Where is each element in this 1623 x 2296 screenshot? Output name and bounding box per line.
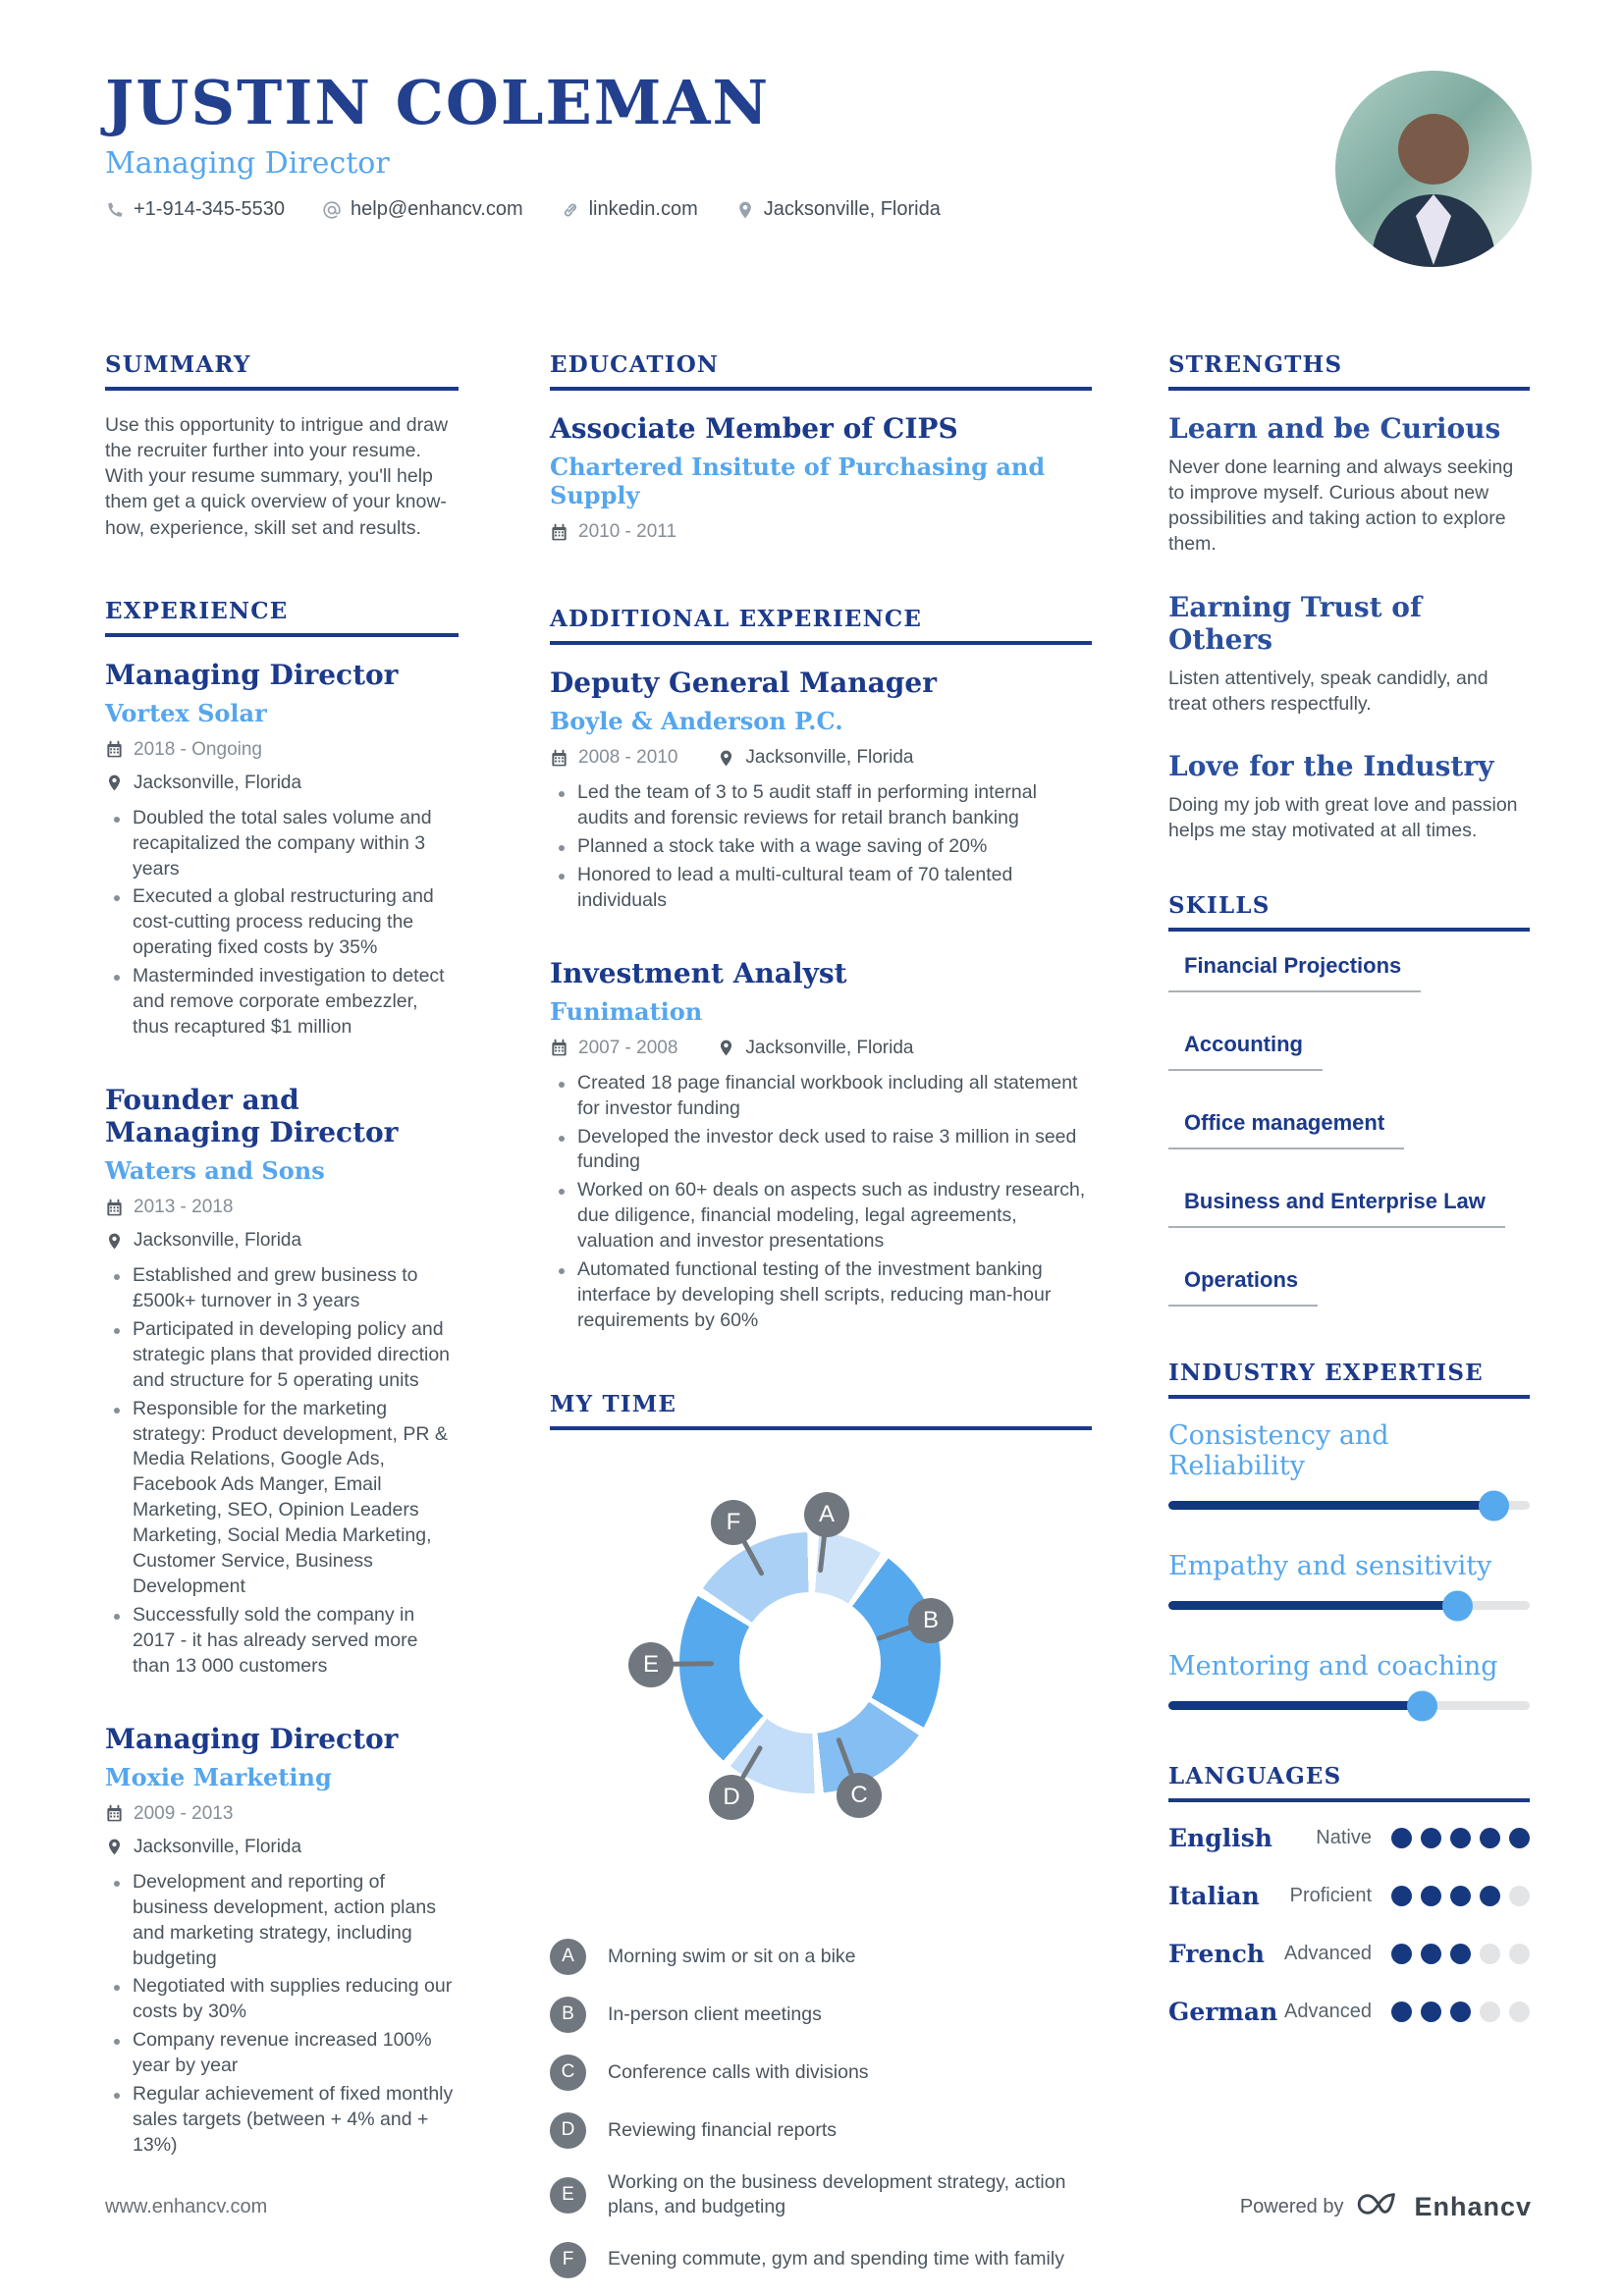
- legend-item: [550, 2055, 1092, 2091]
- expertise-slider[interactable]: [1168, 1501, 1530, 1510]
- degree-title: Associate Member of CIPS: [550, 412, 958, 445]
- dot-filled: [1391, 1944, 1412, 1964]
- legend-text: Working on the business development strategy, action plans, and budgeting: [608, 2170, 1066, 2218]
- job-date: 2018 - Ongoing: [134, 738, 262, 760]
- strength-item: [1168, 750, 1530, 843]
- contact-location-text: Jacksonville, Florida: [763, 198, 941, 221]
- job-location: Jacksonville, Florida: [134, 1230, 302, 1252]
- pin-icon: [105, 1838, 124, 1856]
- contact-email[interactable]: [322, 198, 523, 221]
- job-bullet: Participated in developing policy and strategic plans that provided direction and structure for 5 operating units: [105, 1317, 459, 1394]
- language-name: French: [1168, 1940, 1265, 1968]
- powered-by[interactable]: [1240, 2191, 1532, 2222]
- job-date: 2007 - 2008: [578, 1037, 678, 1058]
- legend-text: In-person client meetings: [608, 2002, 822, 2025]
- job-date-row: [105, 1803, 459, 1825]
- experience-entry: [550, 957, 1092, 1334]
- expertise-item: [1168, 1551, 1530, 1610]
- job-date: 2008 - 2010: [578, 747, 678, 769]
- contact-linkedin[interactable]: [561, 198, 698, 221]
- dot-empty: [1480, 2002, 1500, 2022]
- job-bullets: [105, 806, 459, 1041]
- job-company: Funimation: [550, 996, 703, 1026]
- dot-filled: [1421, 2002, 1441, 2022]
- experience-entry: [550, 667, 1092, 914]
- job-date: 2009 - 2013: [134, 1802, 234, 1824]
- chart-segment-label: F: [711, 1500, 756, 1545]
- strengths-heading: STRENGTHS: [1168, 351, 1530, 391]
- dot-filled: [1421, 1886, 1441, 1906]
- summary-text: Use this opportunity to intrigue and draw the recruiter further into your resume. With your resume summary, you'll help them get a quick overview of your know-how, experience, skill set and results.: [105, 414, 449, 539]
- languages-heading: LANGUAGES: [1168, 1763, 1530, 1802]
- powered-by-label: Powered by: [1239, 2195, 1344, 2217]
- strength-title: Earning Trust of Others: [1168, 590, 1422, 656]
- contact-email-text: help@enhancv.com: [351, 198, 523, 221]
- job-meta-row: [550, 747, 1092, 769]
- job-bullets: [550, 780, 1092, 914]
- skills-section: [1168, 892, 1530, 1307]
- experience-section: [105, 598, 459, 2159]
- education-date-row: [550, 521, 1092, 543]
- header-identity: [105, 67, 941, 267]
- job-location-row: [717, 1038, 913, 1059]
- slider-fill: [1168, 1701, 1422, 1710]
- dot-empty: [1509, 1886, 1530, 1906]
- contact-location: [735, 198, 941, 221]
- my-time-heading: MY TIME: [550, 1391, 1092, 1430]
- summary-heading: SUMMARY: [105, 351, 459, 391]
- chart-segment-label: C: [837, 1773, 882, 1818]
- legend-badge: B: [550, 1997, 586, 2033]
- job-bullet: Doubled the total sales volume and recapitalized the company within 3 years: [105, 806, 459, 882]
- language-dots: [1391, 1944, 1530, 1964]
- job-bullets: [105, 1870, 459, 2159]
- additional-experience-heading: ADDITIONAL EXPERIENCE: [550, 606, 1092, 645]
- job-bullet: Masterminded investigation to detect and remove corporate embezzler, thus recaptured $1 million: [105, 964, 459, 1041]
- enhancv-logo-icon: [1357, 2191, 1400, 2222]
- job-location-row: [105, 1230, 459, 1252]
- industry-expertise-section: [1168, 1360, 1530, 1710]
- calendar-icon: [550, 523, 568, 542]
- profile-photo-illustration: [1335, 71, 1532, 267]
- experience-entry: [105, 659, 459, 1041]
- language-level: Advanced: [1284, 2001, 1372, 2022]
- phone-icon: [105, 200, 125, 220]
- dot-filled: [1450, 1944, 1471, 1964]
- job-meta-row: [550, 1038, 1092, 1059]
- language-name: Italian: [1168, 1882, 1260, 1910]
- job-date: 2013 - 2018: [134, 1197, 234, 1218]
- dot-empty: [1509, 1944, 1530, 1964]
- strength-item: [1168, 412, 1530, 558]
- job-bullet: Executed a global restructuring and cost-cutting process reducing the operating fixed costs by 35%: [105, 884, 459, 961]
- footer-website-link[interactable]: www.enhancv.com: [105, 2195, 268, 2217]
- job-bullet: Development and reporting of business development, action plans and marketing strategy, including budgeting: [105, 1870, 459, 1972]
- education-section: [550, 351, 1092, 543]
- calendar-icon: [550, 1039, 568, 1057]
- job-location: Jacksonville, Florida: [134, 772, 302, 793]
- expertise-name: Mentoring and coaching: [1168, 1651, 1498, 1682]
- job-location-row: [105, 1837, 459, 1858]
- strength-title: Learn and be Curious: [1168, 412, 1501, 445]
- dot-filled: [1391, 1828, 1412, 1848]
- legend-text: Reviewing financial reports: [608, 2118, 838, 2141]
- additional-experience-section: [550, 606, 1092, 1334]
- job-title: Managing Director: [105, 1722, 399, 1755]
- job-title: Managing Director: [105, 658, 399, 691]
- experience-entry: [105, 1084, 459, 1680]
- slider-fill: [1168, 1601, 1457, 1610]
- pin-icon: [717, 749, 735, 768]
- job-date-row: [550, 1038, 677, 1059]
- expertise-slider[interactable]: [1168, 1601, 1530, 1610]
- legend-badge: A: [550, 1939, 586, 1975]
- job-location-row: [717, 747, 913, 769]
- job-bullets: [550, 1071, 1092, 1334]
- legend-text: Conference calls with divisions: [608, 2060, 869, 2083]
- expertise-slider[interactable]: [1168, 1701, 1530, 1710]
- calendar-icon: [550, 749, 568, 768]
- profile-photo: [1335, 71, 1532, 267]
- person-title: Managing Director: [105, 146, 390, 182]
- legend-text: Evening commute, gym and spending time with family: [608, 2248, 1064, 2270]
- chart-segment-label: D: [709, 1775, 754, 1820]
- experience-heading: EXPERIENCE: [105, 598, 459, 637]
- dot-filled: [1509, 1828, 1530, 1848]
- dot-filled: [1421, 1828, 1441, 1848]
- legend-item: [550, 2112, 1092, 2149]
- expertise-name: Empathy and sensitivity: [1168, 1551, 1492, 1581]
- my-time-donut-chart: [550, 1452, 1092, 1913]
- calendar-icon: [105, 1804, 124, 1823]
- location-icon: [735, 200, 755, 220]
- skill-tag: Financial Projections: [1168, 953, 1421, 992]
- legend-badge: D: [550, 2112, 586, 2149]
- expertise-name: Consistency and Reliability: [1168, 1420, 1389, 1481]
- contact-linkedin-text: linkedin.com: [588, 198, 698, 221]
- my-time-section: [550, 1391, 1092, 2278]
- language-row: [1168, 1998, 1530, 2026]
- education-heading: EDUCATION: [550, 351, 1092, 391]
- job-title: Deputy General Manager: [550, 667, 937, 700]
- dot-filled: [1450, 1828, 1471, 1848]
- pin-icon: [105, 774, 124, 792]
- education-date: 2010 - 2011: [578, 521, 677, 543]
- skill-row: [1168, 1189, 1530, 1228]
- skill-tag: Office management: [1168, 1110, 1404, 1149]
- legend-badge: E: [550, 2177, 586, 2214]
- job-bullet: Honored to lead a multi-cultural team of 70 talented individuals: [550, 863, 1092, 914]
- left-column: [105, 351, 459, 2296]
- dot-empty: [1480, 1944, 1500, 1964]
- slider-fill: [1168, 1501, 1493, 1510]
- language-level: Native: [1316, 1827, 1372, 1848]
- skill-tag: Accounting: [1168, 1032, 1323, 1071]
- skill-row: [1168, 953, 1530, 992]
- chart-legend: [550, 1939, 1092, 2278]
- footer: [105, 2191, 1532, 2222]
- strength-title: Love for the Industry: [1168, 749, 1494, 782]
- job-bullet: Regular achievement of fixed monthly sales targets (between + 4% and + 13%): [105, 2082, 459, 2159]
- calendar-icon: [105, 1199, 124, 1217]
- job-title: Investment Analyst: [550, 956, 847, 989]
- job-bullet: Successfully sold the company in 2017 - it has already served more than 13 000 customers: [105, 1603, 459, 1680]
- languages-section: [1168, 1763, 1530, 2026]
- dot-filled: [1391, 2002, 1412, 2022]
- pin-icon: [105, 1232, 124, 1251]
- job-location: Jacksonville, Florida: [745, 747, 914, 769]
- skill-row: [1168, 1110, 1530, 1149]
- at-icon: [322, 200, 342, 220]
- education-entry: [550, 412, 1092, 543]
- job-bullet: Responsible for the marketing strategy: Product development, PR & Media Relations, Google Ads, Facebook Ads Manger, Email Marketing, SEO, Opinion Leaders Marketing, Social Media Marketing, Customer Service, Business Development: [105, 1397, 459, 1600]
- legend-badge: C: [550, 2055, 586, 2091]
- legend-item: [550, 1939, 1092, 1975]
- job-bullet: Worked on 60+ deals on aspects such as industry research, due diligence, financial modeling, legal agreements, valuation and investor presentations: [550, 1178, 1092, 1255]
- skill-tag: Business and Enterprise Law: [1168, 1189, 1505, 1228]
- job-bullet: Established and grew business to £500k+ turnover in 3 years: [105, 1263, 459, 1314]
- expertise-item: [1168, 1420, 1530, 1510]
- job-location: Jacksonville, Florida: [745, 1037, 914, 1058]
- right-column: [1168, 351, 1530, 2296]
- skill-row: [1168, 1032, 1530, 1071]
- legend-text: Morning swim or sit on a bike: [608, 1945, 856, 1967]
- job-bullet: Company revenue increased 100% year by year: [105, 2028, 459, 2079]
- language-row: [1168, 1882, 1530, 1910]
- dot-empty: [1509, 2002, 1530, 2022]
- strengths-section: [1168, 351, 1530, 843]
- strength-text: Listen attentively, speak candidly, and treat others respectfully.: [1168, 667, 1488, 715]
- job-bullet: Planned a stock take with a wage saving of 20%: [550, 834, 1092, 860]
- language-name: English: [1168, 1824, 1272, 1852]
- language-dots: [1391, 1886, 1530, 1906]
- slider-knob[interactable]: [1442, 1590, 1473, 1621]
- contact-phone[interactable]: [105, 198, 285, 221]
- language-level: Proficient: [1289, 1885, 1372, 1906]
- job-date-row: [550, 747, 677, 769]
- link-icon: [561, 200, 580, 220]
- dot-filled: [1391, 1886, 1412, 1906]
- pin-icon: [717, 1039, 735, 1057]
- job-location: Jacksonville, Florida: [134, 1836, 302, 1857]
- person-name: JUSTIN COLEMAN: [105, 67, 771, 138]
- enhancv-brand-name: Enhancv: [1414, 2191, 1532, 2221]
- job-bullet: Negotiated with supplies reducing our costs by 30%: [105, 1974, 459, 2025]
- job-company: Waters and Sons: [105, 1156, 325, 1186]
- job-company: Vortex Solar: [105, 698, 267, 727]
- job-bullet: Automated functional testing of the investment banking interface by developing shell scripts, reducing man-hour requirements by 60%: [550, 1257, 1092, 1334]
- content-columns: [0, 351, 1623, 2296]
- school-name: Chartered Insitute of Purchasing and Supply: [550, 453, 1046, 510]
- strength-item: [1168, 591, 1530, 717]
- legend-item: [550, 1997, 1092, 2033]
- industry-expertise-heading: INDUSTRY EXPERTISE: [1168, 1360, 1530, 1399]
- experience-entry: [105, 1723, 459, 2159]
- job-bullet: Created 18 page financial workbook including all statement for investor funding: [550, 1071, 1092, 1122]
- job-date-row: [105, 1197, 459, 1218]
- strength-text: Never done learning and always seeking to improve myself. Curious about new possibilities and taking action to explore them.: [1168, 456, 1514, 556]
- contact-phone-text: +1-914-345-5530: [134, 198, 286, 221]
- chart-segment-label: B: [908, 1598, 953, 1643]
- slider-knob[interactable]: [1407, 1690, 1437, 1721]
- contact-row: [105, 198, 941, 221]
- job-bullet: Developed the investor deck used to raise 3 million in seed funding: [550, 1125, 1092, 1176]
- language-row: [1168, 1824, 1530, 1852]
- dot-filled: [1450, 1886, 1471, 1906]
- calendar-icon: [105, 740, 124, 759]
- expertise-item: [1168, 1651, 1530, 1710]
- dot-filled: [1480, 1828, 1500, 1848]
- job-title: Founder and Managing Director: [105, 1083, 399, 1148]
- strength-text: Doing my job with great love and passion helps me stay motivated at all times.: [1168, 793, 1518, 841]
- language-dots: [1391, 2002, 1530, 2022]
- summary-section: [105, 351, 459, 541]
- language-name: German: [1168, 1998, 1278, 2026]
- job-company: Boyle & Anderson P.C.: [550, 707, 843, 736]
- header: [0, 0, 1623, 267]
- language-row: [1168, 1940, 1530, 1968]
- job-company: Moxie Marketing: [105, 1762, 332, 1791]
- slider-knob[interactable]: [1479, 1490, 1509, 1521]
- legend-item: [550, 2242, 1092, 2278]
- middle-column: [550, 351, 1092, 2296]
- chart-segment-label: E: [628, 1642, 674, 1687]
- legend-badge: F: [550, 2242, 586, 2278]
- job-date-row: [105, 739, 459, 761]
- skill-row: [1168, 1267, 1530, 1307]
- dot-filled: [1480, 1886, 1500, 1906]
- job-bullets: [105, 1263, 459, 1680]
- chart-segment-label: A: [804, 1492, 849, 1537]
- donut-chart: [679, 1532, 941, 1793]
- language-dots: [1391, 1828, 1530, 1848]
- language-level: Advanced: [1284, 1943, 1372, 1964]
- skills-heading: SKILLS: [1168, 892, 1530, 932]
- job-bullet: Led the team of 3 to 5 audit staff in performing internal audits and forensic reviews for retail branch banking: [550, 780, 1092, 831]
- job-location-row: [105, 773, 459, 794]
- dot-filled: [1450, 2002, 1471, 2022]
- dot-filled: [1421, 1944, 1441, 1964]
- skill-tag: Operations: [1168, 1267, 1318, 1307]
